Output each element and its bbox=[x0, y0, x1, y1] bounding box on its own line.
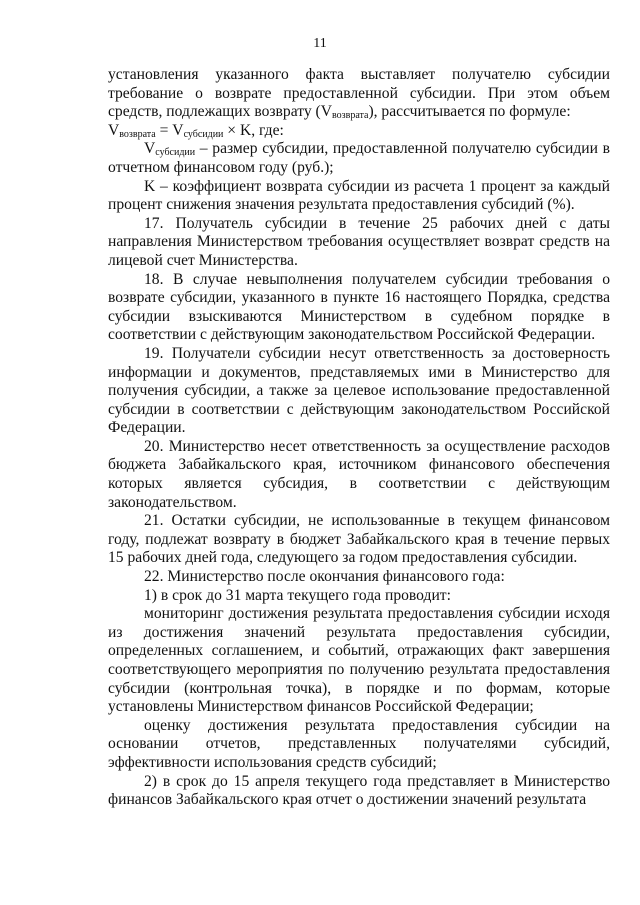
intro-text-a: установления указанного факта выставляет получателю субсидии требование о возврате предоставленной субсидии. При этом объем средств, подлежащих возврату (V bbox=[108, 66, 610, 121]
paragraph-22-item-1-monitoring: мониторинг достижения результата предоставления субсидии исходя из достижения значений результата предоставления субсидии, определенных соглашением, и событий, отражающих факт завершения соответствующего мероприятия по получению результата предоставления субсидии (контрольная точка), в порядке и по формам, которые установлены Министерством финансов Российской Федерации; bbox=[108, 605, 610, 716]
page-number: 11 bbox=[313, 36, 327, 51]
document-body bbox=[108, 66, 610, 810]
paragraph-20: 20. Министерство несет ответственность за осуществление расходов бюджета Забайкальского края, источником финансового обеспечения которых является субсидия, в соответствии с действующим законодательством. bbox=[108, 437, 610, 511]
definition-k: K – коэффициент возврата субсидии из расчета 1 процент за каждый процент снижения значения результата предоставления субсидий (%). bbox=[108, 177, 610, 214]
paragraph-22-item-1-evaluation: оценку достижения результата предоставления субсидии на основании отчетов, представленных получателями субсидий, эффективности использования средств субсидий; bbox=[108, 716, 610, 771]
intro-paragraph bbox=[108, 66, 610, 122]
formula: $V_{возврата} = V_{субсидии} \times K$, где: bbox=[108, 121, 284, 140]
paragraph-22: 22. Министерство после окончания финансового года: bbox=[144, 568, 505, 586]
paragraph-21: 21. Остатки субсидии, не использованные в текущем финансовом году, подлежат возврату в бюджет Забайкальского края в течение первых 15 рабочих дней года, следующего за годом предоставления субсидии. bbox=[108, 512, 610, 567]
paragraph-22-item-1: 1) в срок до 31 марта текущего года проводит: bbox=[144, 586, 451, 604]
paragraph-22-item-2: 2) в срок до 15 апреля текущего года представляет в Министерство финансов Забайкальского края отчет о достижении значений результата bbox=[108, 772, 610, 809]
paragraph-17: 17. Получатель субсидии в течение 25 рабочих дней с даты направления Министерством требования осуществляет возврат средств на лицевой счет Министерства. bbox=[108, 214, 610, 269]
intro-subscript: возврата bbox=[332, 110, 369, 122]
intro-text-b: ), рассчитывается по формуле: bbox=[368, 103, 571, 121]
paragraph-18: 18. В случае невыполнения получателем субсидии требования о возврате субсидии, указанного в пункте 16 настоящего Порядка, средства субсидии взыскиваются Министерством в судебном порядке в соответствии с действующим законодательством Российской Федерации. bbox=[108, 270, 610, 344]
paragraph-19: 19. Получатели субсидии несут ответственность за достоверность информации и документов, представляемых ими в Министерство для получения субсидии, а также за целевое использование предоставленной субсидии в соответствии с действующим законодательством Российской Федерации. bbox=[108, 344, 610, 437]
definition-v: $V_{субсидии}$ – размер субсидии, предоставленной получателю субсидии в отчетном финансовом году (руб.); bbox=[108, 140, 610, 176]
